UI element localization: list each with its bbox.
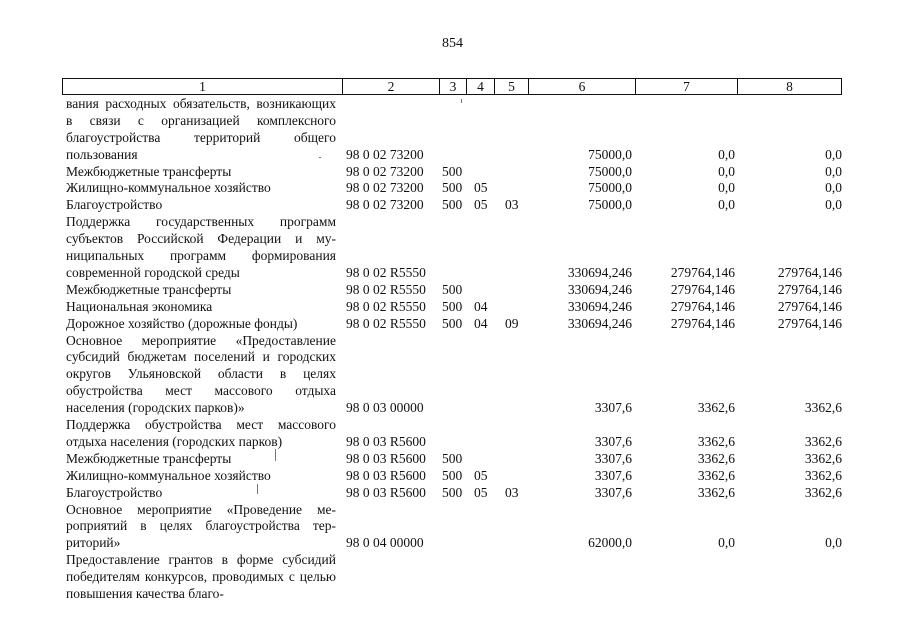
section: 05	[474, 180, 488, 196]
amount-col-6: 3307,6	[594, 484, 632, 500]
amount-col-6: 3307,6	[594, 400, 632, 416]
header-col-1: 1	[63, 79, 343, 94]
table-header	[62, 78, 842, 95]
amount-col-7: 3362,6	[697, 484, 735, 500]
header-col-6: 6	[529, 79, 636, 94]
header-col-7: 7	[636, 79, 738, 94]
budget-code: 98 0 02 R5550	[346, 281, 426, 297]
row-description: Основное мероприятие «Предоставление субсидий бюджетам поселений и городских округов Ульяновской области в целях обустройства мест массового отдыха населения (городских парков)»	[66, 332, 336, 416]
amount-col-8: 279764,146	[777, 315, 842, 331]
amount-col-7: 279764,146	[670, 264, 735, 280]
expense-type: 500	[442, 197, 463, 213]
header-col-2: 2	[343, 79, 440, 94]
header-col-3: 3	[440, 79, 467, 94]
section: 05	[474, 197, 488, 213]
amount-col-6: 3307,6	[594, 467, 632, 483]
section: 04	[474, 315, 488, 331]
amount-col-6: 75000,0	[588, 180, 632, 196]
amount-col-8: 0,0	[825, 146, 842, 162]
budget-code: 98 0 02 73200	[346, 197, 424, 213]
row-description: Межбюджетные трансферты	[66, 281, 232, 297]
row-description: Предоставление грантов в форме субсидий победителям конкурсов, проводимых с целью повышения качества благо-	[66, 552, 336, 601]
amount-col-7: 0,0	[718, 163, 735, 179]
budget-code: 98 0 03 R5600	[346, 433, 426, 449]
amount-col-6: 3307,6	[594, 450, 632, 466]
table-row	[0, 468, 905, 485]
amount-col-8: 0,0	[825, 163, 842, 179]
expense-type: 500	[442, 180, 463, 196]
amount-col-8: 3362,6	[804, 450, 842, 466]
budget-code: 98 0 03 R5600	[346, 467, 426, 483]
budget-table-body	[0, 96, 905, 603]
section: 05	[474, 467, 488, 483]
amount-col-7: 279764,146	[670, 315, 735, 331]
section: 04	[474, 298, 488, 314]
scan-mark	[257, 484, 258, 494]
subsection: 03	[505, 197, 519, 213]
scan-mark	[275, 449, 276, 461]
subsection: 03	[505, 484, 519, 500]
amount-col-7: 0,0	[718, 180, 735, 196]
row-description: Поддержка обустройства мест массового отдыха населения (городских парков)	[66, 417, 336, 449]
amount-col-6: 62000,0	[588, 535, 632, 551]
amount-col-6: 75000,0	[588, 163, 632, 179]
amount-col-7: 0,0	[718, 535, 735, 551]
scan-mark	[319, 157, 321, 158]
page-number: 854	[442, 36, 463, 51]
amount-col-8: 279764,146	[777, 298, 842, 314]
amount-col-6: 330694,246	[567, 298, 632, 314]
row-description: Благоустройство	[66, 484, 163, 500]
row-description: Дорожное хозяйство (дорожные фонды)	[66, 315, 298, 331]
table-row	[0, 299, 905, 316]
row-description: Поддержка государственных программ субъектов Российской Федерации и муниципальных программ формирования современной городской среды	[66, 214, 336, 280]
row-description: Национальная экономика	[66, 298, 213, 314]
row-description: Жилищно-коммунальное хозяйство	[66, 467, 271, 483]
expense-type: 500	[442, 450, 463, 466]
table-row	[0, 197, 905, 214]
table-row	[0, 333, 905, 418]
expense-type: 500	[442, 315, 463, 331]
amount-col-8: 0,0	[825, 535, 842, 551]
amount-col-8: 3362,6	[804, 484, 842, 500]
budget-code: 98 0 03 R5600	[346, 450, 426, 466]
expense-type: 500	[442, 298, 463, 314]
budget-code: 98 0 02 R5550	[346, 264, 426, 280]
amount-col-6: 75000,0	[588, 197, 632, 213]
row-description: Основное мероприятие «Проведение мероприятий в целях благоустройства территорий»	[66, 501, 336, 551]
budget-code: 98 0 04 00000	[346, 535, 424, 551]
amount-col-6: 330694,246	[567, 264, 632, 280]
table-row	[0, 282, 905, 299]
budget-code: 98 0 02 73200	[346, 163, 424, 179]
scan-mark	[461, 99, 462, 103]
table-row	[0, 164, 905, 181]
amount-col-7: 279764,146	[670, 298, 735, 314]
amount-col-8: 0,0	[825, 180, 842, 196]
table-row	[0, 316, 905, 333]
budget-code: 98 0 03 00000	[346, 400, 424, 416]
amount-col-7: 0,0	[718, 197, 735, 213]
row-description: Жилищно-коммунальное хозяйство	[66, 180, 271, 196]
row-description: Межбюджетные трансферты	[66, 450, 232, 466]
table-row	[0, 214, 905, 282]
amount-col-7: 0,0	[718, 146, 735, 162]
amount-col-6: 75000,0	[588, 146, 632, 162]
expense-type: 500	[442, 163, 463, 179]
table-row	[0, 552, 905, 603]
budget-code: 98 0 03 R5600	[346, 484, 426, 500]
header-col-8: 8	[786, 79, 793, 94]
expense-type: 500	[442, 281, 463, 297]
amount-col-8: 3362,6	[804, 433, 842, 449]
table-row	[0, 180, 905, 197]
amount-col-7: 3362,6	[697, 433, 735, 449]
table-row	[0, 502, 905, 553]
row-description: Межбюджетные трансферты	[66, 163, 232, 179]
amount-col-8: 3362,6	[804, 400, 842, 416]
amount-col-7: 3362,6	[697, 467, 735, 483]
subsection: 09	[505, 315, 519, 331]
expense-type: 500	[442, 467, 463, 483]
table-row	[0, 485, 905, 502]
row-description: Благоустройство	[66, 197, 163, 213]
amount-col-8: 3362,6	[804, 467, 842, 483]
budget-code: 98 0 02 R5550	[346, 315, 426, 331]
header-col-5: 5	[495, 79, 529, 94]
budget-code: 98 0 02 R5550	[346, 298, 426, 314]
table-row	[0, 96, 905, 164]
expense-type: 500	[442, 484, 463, 500]
table-row	[0, 417, 905, 451]
amount-col-7: 3362,6	[697, 450, 735, 466]
header-col-4: 4	[467, 79, 495, 94]
amount-col-6: 330694,246	[567, 315, 632, 331]
amount-col-8: 279764,146	[777, 281, 842, 297]
amount-col-7: 3362,6	[697, 400, 735, 416]
budget-code: 98 0 02 73200	[346, 146, 424, 162]
amount-col-6: 3307,6	[594, 433, 632, 449]
row-description: вания расходных обязательств, возникающих в связи с организацией комплексного благоустройства территорий общего пользования	[66, 96, 336, 162]
amount-col-8: 0,0	[825, 197, 842, 213]
section: 05	[474, 484, 488, 500]
amount-col-7: 279764,146	[670, 281, 735, 297]
budget-code: 98 0 02 73200	[346, 180, 424, 196]
amount-col-8: 279764,146	[777, 264, 842, 280]
amount-col-6: 330694,246	[567, 281, 632, 297]
table-row	[0, 451, 905, 468]
